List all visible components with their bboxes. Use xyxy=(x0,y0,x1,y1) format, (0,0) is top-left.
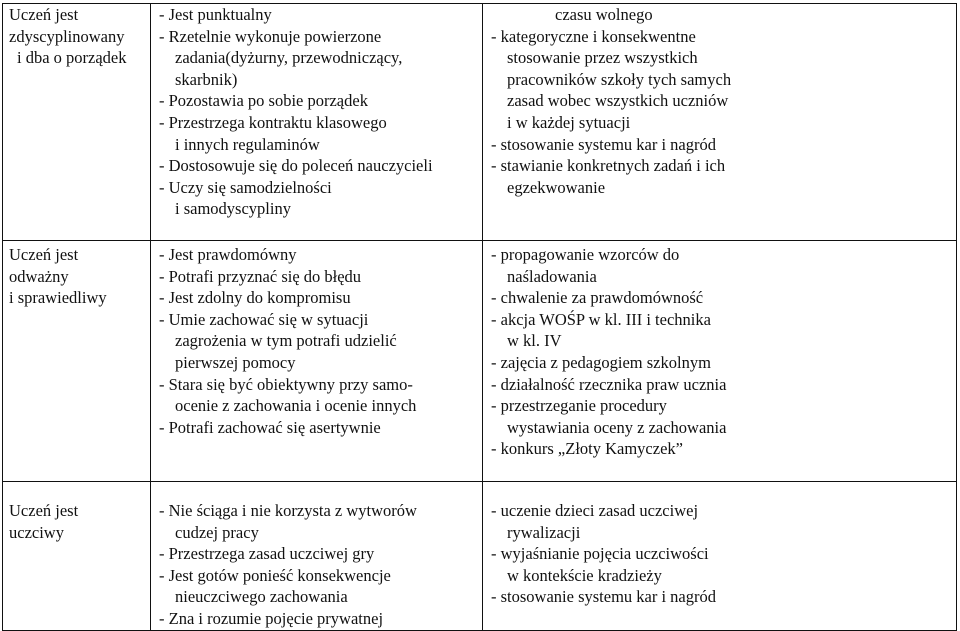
action-line: - przestrzeganie procedury xyxy=(491,396,667,416)
behavior-line: - Pozostawia po sobie porządek xyxy=(159,91,368,111)
behavior-line: - Potrafi zachować się asertywnie xyxy=(159,417,381,437)
actions-cell xyxy=(483,482,957,631)
trait-label-line: i dba o porządek xyxy=(17,48,127,68)
behavior-line: - Umie zachować się w sytuacji xyxy=(159,309,369,329)
action-line: - stosowanie systemu kar i nagród xyxy=(491,134,716,154)
trait-label-line: Uczeń jest xyxy=(9,501,79,520)
actions-cell xyxy=(483,4,957,241)
action-line: - konkurs „Złoty Kamyczek” xyxy=(491,439,683,459)
behavior-line: - Przestrzega kontraktu klasowego xyxy=(159,112,387,132)
trait-label-line: i sprawiedliwy xyxy=(9,288,107,308)
actions-cell xyxy=(483,241,957,482)
trait-label-line: Uczeń jest xyxy=(9,245,79,264)
action-line: - uczenie dzieci zasad uczciwej xyxy=(491,501,699,520)
action-line: - działalność rzecznika praw ucznia xyxy=(491,374,727,394)
action-line: i w każdej sytuacji xyxy=(507,112,631,132)
table-row xyxy=(3,4,957,241)
behavior-line: ocenie z zachowania i ocenie innych xyxy=(175,396,417,416)
table-row xyxy=(3,241,957,482)
action-line: pracowników szkoły tych samych xyxy=(507,69,732,89)
action-line: w kl. IV xyxy=(507,331,562,351)
behavior-line: - Jest prawdomówny xyxy=(159,245,297,264)
behavior-line: zagrożenia w tym potrafi udzielić xyxy=(175,331,397,351)
behavior-line: - Dostosowuje się do poleceń nauczycieli xyxy=(159,156,433,176)
action-line: - akcja WOŚP w kl. III i technika xyxy=(491,309,711,329)
behavior-line: - Przestrzega zasad uczciwej gry xyxy=(159,544,375,564)
action-line: - kategoryczne i konsekwentne xyxy=(491,26,696,46)
action-line: - wyjaśnianie pojęcia uczciwości xyxy=(491,544,709,564)
behavior-line: - Rzetelnie wykonuje powierzone xyxy=(159,26,382,46)
trait-label-cell xyxy=(3,482,151,631)
action-line: rywalizacji xyxy=(507,522,581,542)
trait-label-line: Uczeń jest xyxy=(9,5,79,24)
action-line: - zajęcia z pedagogiem szkolnym xyxy=(491,352,711,372)
action-line: - chwalenie za prawdomówność xyxy=(491,288,704,308)
action-line: - propagowanie wzorców do xyxy=(491,245,680,264)
behavior-line: - Jest punktualny xyxy=(159,5,272,24)
behavior-table xyxy=(2,3,957,631)
trait-label-cell xyxy=(3,241,151,482)
behavior-line: pierwszej pomocy xyxy=(175,352,296,372)
behavior-line: - Uczy się samodzielności xyxy=(159,177,332,197)
behavior-line: i innych regulaminów xyxy=(175,134,320,154)
behavior-line: - Nie ściąga i nie korzysta z wytworów xyxy=(159,501,417,520)
trait-label-line: uczciwy xyxy=(9,522,64,542)
behavior-line: - Potrafi przyznać się do błędu xyxy=(159,266,362,286)
behavior-line: - Stara się być obiektywny przy samo- xyxy=(159,374,413,394)
behavior-line: cudzej pracy xyxy=(175,522,259,542)
behavior-line: - Zna i rozumie pojęcie prywatnej xyxy=(159,608,384,628)
trait-label-line: zdyscyplinowany xyxy=(9,26,125,46)
action-line: stosowanie przez wszystkich xyxy=(507,48,698,68)
action-line: naśladowania xyxy=(507,266,597,286)
action-line: - stawianie konkretnych zadań i ich xyxy=(491,156,726,176)
behavior-line: - Jest gotów ponieść konsekwencje xyxy=(159,565,391,585)
behavior-line: skarbnik) xyxy=(175,69,238,89)
trait-label-line: odważny xyxy=(9,266,69,286)
action-line: - stosowanie systemu kar i nagród xyxy=(491,587,716,607)
action-line: w kontekście kradzieży xyxy=(507,565,662,585)
behavior-line: - Jest zdolny do kompromisu xyxy=(159,288,351,308)
table-row xyxy=(3,482,957,631)
action-line: wystawiania oceny z zachowania xyxy=(507,417,727,437)
behaviors-cell xyxy=(151,241,483,482)
action-line: egzekwowanie xyxy=(507,177,606,197)
action-line: zasad wobec wszystkich uczniów xyxy=(507,91,729,111)
behavior-line: zadania(dyżurny, przewodniczący, xyxy=(175,48,403,68)
behavior-line: i samodyscypliny xyxy=(175,199,291,219)
trait-label-cell xyxy=(3,4,151,241)
behaviors-cell xyxy=(151,482,483,631)
behaviors-cell xyxy=(151,4,483,241)
behavior-line: nieuczciwego zachowania xyxy=(175,587,348,607)
action-line: czasu wolnego xyxy=(555,5,653,24)
